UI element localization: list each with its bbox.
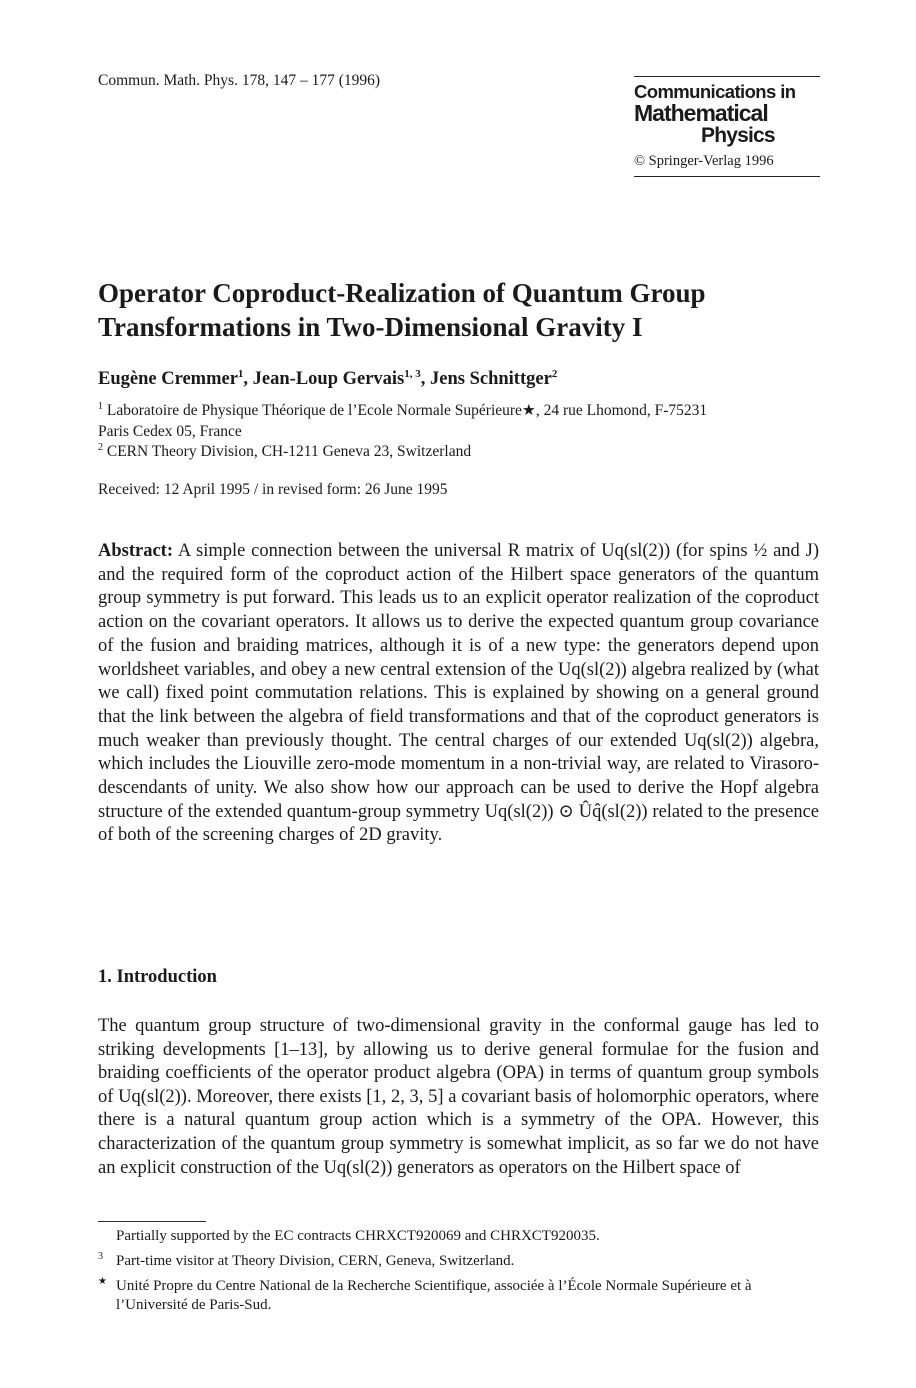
author-affiliation-mark: 2 [551,368,558,380]
section-heading: 1. Introduction [98,967,217,987]
journal-name-line2: Mathematical [634,100,768,126]
journal-citation: Commun. Math. Phys. 178, 147 – 177 (1996) [98,72,381,89]
author-name: Eugène Cremmer [98,369,238,390]
paper-title: Operator Coproduct-Realization of Quantum Group Transformations in Two-Dimensional Gravity I [98,278,706,342]
author-list: Eugène Cremmer$^1$, Jean-Loup Gervais$^{1, 3}$, Jens Schnittger$^2$ [98,368,558,390]
affiliation-1 [98,396,828,442]
affiliation-text: CERN Theory Division, CH-1211 Geneva 23, Switzerland [106,443,472,461]
affiliation-2 [98,437,828,462]
affiliation-text: Laboratoire de Physique Théorique de l’Ecole Normale Supérieure★, 24 rue Lhomond, F-75231 [106,402,708,420]
author-affiliation-mark: 1, 3 [404,368,421,380]
copyright-notice: © Springer-Verlag 1996 [634,153,774,169]
author-name: Jens Schnittger [430,369,552,390]
abstract-text: A simple connection between the universal R matrix of Uq(sl(2)) (for spins ½ and J) and the required form of the coproduct action of the Hilbert space generators of the quantum group symmetry is put forward. This leads us to an explicit operator realization of the coproduct action on the covariant operators. It allows us to derive the expected quantum group covariance of the fusion and braiding matrices, although it is of a new type: the generators depend upon worldsheet variables, and obey a new central extension of the Uq(sl(2)) algebra realized by (what we call) fixed point commutation relations. This is explained by showing on a general ground that the link between the algebra of field transformations and that of the coproduct generators is much weaker than previously thought. The central charges of our extended Uq(sl(2)) algebra, which includes the Liouville zero-mode momentum in a non-trivial way, are related to Virasoro-descendants of unity. We also show how our approach can be used to derive the Hopf algebra structure of the extended quantum-group symmetry Uq(sl(2)) ⊙ Ûq̂(sl(2)) related to the presence of both of the screening charges of 2D gravity. [98,541,820,846]
footnote: Partially supported by the EC contracts CHRXCT920069 and CHRXCT920035. [116,1228,600,1244]
footnote: 3 Part-time visitor at Theory Division, CERN, Geneva, Switzerland. [98,1250,515,1269]
abstract-label: Abstract: [98,541,174,561]
affiliation-mark: 2 [98,442,103,453]
journal-bottom-rule [634,176,820,177]
affiliation-mark: 1 [98,401,103,412]
affiliation-text: Paris Cedex 05, France [98,423,242,441]
journal-name-line3: Physics [701,124,775,147]
section-body-text: The quantum group structure of two-dimensional gravity in the conformal gauge has led to striking developments [1–13], by allowing us to derive general formulae for the fusion and braiding coefficients of the operator product algebra (OPA) in terms of quantum group symbols of Uq(sl(2)). Moreover, there exists [1, 2, 3, 5] a covariant basis of holomorphic operators, where there is a natural quantum group action which is a symmetry of the OPA. However, this characterization of the quantum group symmetry is somewhat implicit, as so far we do not have an explicit construction of the Uq(sl(2)) generators as operators on the Hilbert space of [98,1016,819,1178]
journal-logo [634,76,820,177]
footnotes [98,1227,819,1316]
journal-top-rule [634,76,820,77]
footnote: ★ Unité Propre du Centre National de la Recherche Scientifique, associée à l’École Normale Supérieure et à l’Université de Paris-Sud. [98,1275,752,1314]
author-affiliation-mark: 1 [237,368,244,380]
abstract [98,540,819,848]
footnote-rule [98,1221,206,1222]
received-dates: Received: 12 April 1995 / in revised form: 26 June 1995 [98,481,448,498]
journal-name-line1: Communications in [634,81,796,102]
author-name: Jean-Loup Gervais [252,369,405,390]
